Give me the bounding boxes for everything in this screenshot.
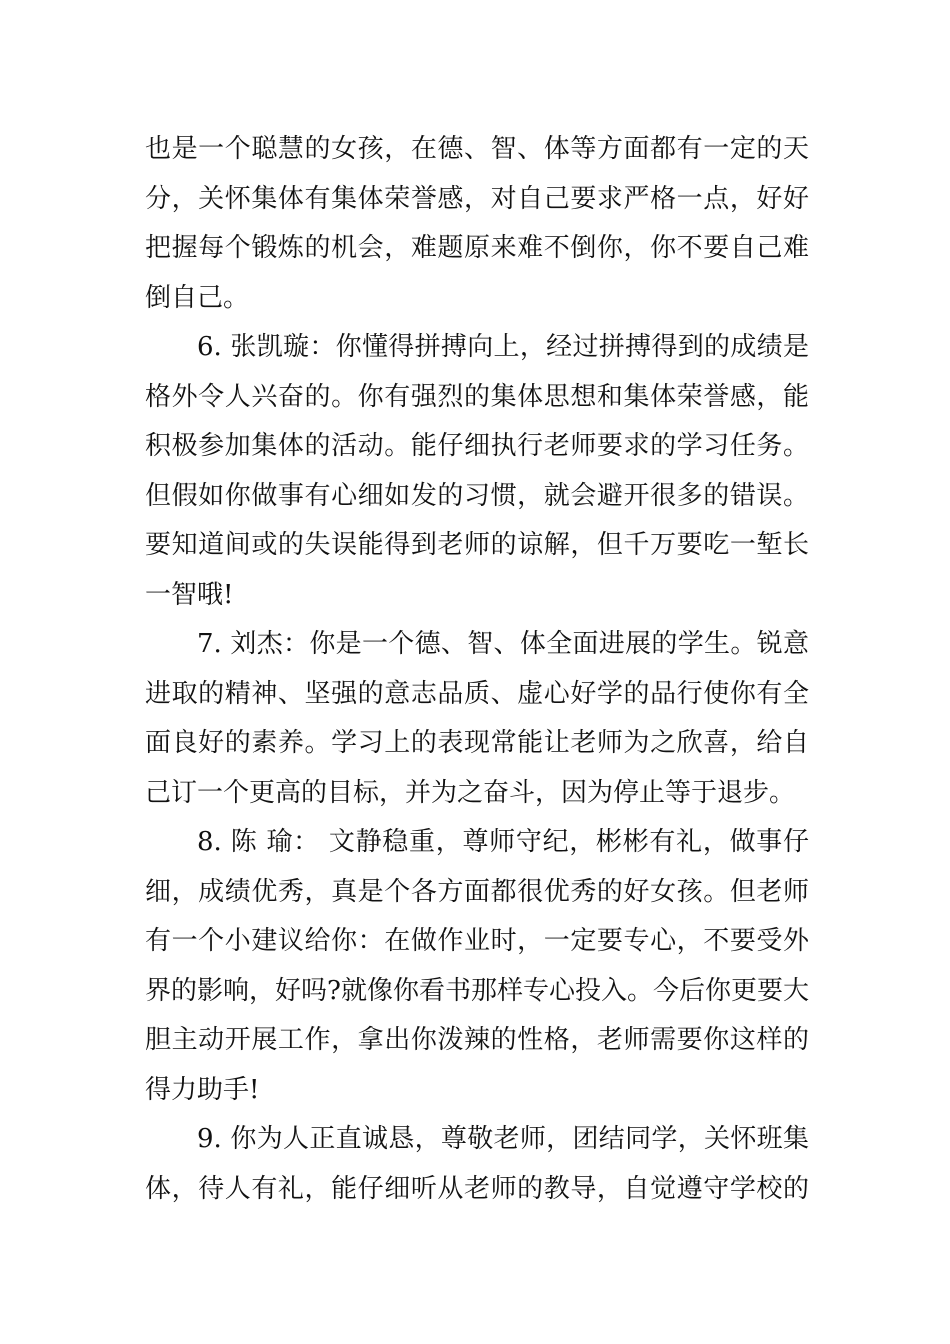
text-line: 也是一个聪慧的女孩，在德、智、体等方面都有一定的天 bbox=[145, 134, 809, 164]
text-line: 分，关怀集体有集体荣誉感，对自己要求严格一点，好好 bbox=[145, 183, 809, 214]
text-line: 格外令人兴奋的。你有强烈的集体思想和集体荣誉感，能 bbox=[145, 381, 809, 412]
text-line: 得力助手! bbox=[145, 1074, 260, 1105]
text-line: 己订一个更高的目标，并为之奋斗，因为停止等于退步。 bbox=[145, 777, 796, 808]
text-line: 但假如你做事有心细如发的习惯，就会避开很多的错误。 bbox=[145, 480, 809, 511]
text-line: 细，成绩优秀，真是个各方面都很优秀的好女孩。但老师 bbox=[145, 876, 809, 907]
text-line: 要知道间或的失误能得到老师的谅解，但千万要吃一堑长 bbox=[145, 530, 809, 560]
text-line: 胆主动开展工作，拿出你泼辣的性格，老师需要你这样的 bbox=[145, 1025, 809, 1055]
text-line: 有一个小建议给你：在做作业时，一定要专心，不要受外 bbox=[145, 926, 809, 956]
text-line: 进取的精神、坚强的意志品质、虚心好学的品行使你有全 bbox=[145, 678, 809, 709]
paragraph-item-6 bbox=[145, 323, 809, 620]
text-line: 体，待人有礼，能仔细听从老师的教导，自觉遵守学校的 bbox=[145, 1173, 809, 1204]
text-line: 倒自己。 bbox=[145, 282, 250, 313]
text-line: 界的影响，好吗?就像你看书那样专心投入。今后你更要大 bbox=[145, 975, 809, 1006]
text-line: 积极参加集体的活动。能仔细执行老师要求的学习任务。 bbox=[145, 431, 809, 461]
paragraph-continuation bbox=[145, 125, 809, 323]
text-line: 面良好的素养。学习上的表现常能让老师为之欣喜，给自 bbox=[145, 728, 809, 758]
paragraph-item-9 bbox=[145, 1115, 809, 1214]
text-line: 7. 刘杰：你是一个德、智、体全面进展的学生。锐意 bbox=[197, 629, 809, 659]
document-body bbox=[145, 125, 809, 1214]
text-line: 把握每个锻炼的机会，难题原来难不倒你，你不要自己难 bbox=[145, 233, 809, 263]
paragraph-item-7 bbox=[145, 620, 809, 818]
text-line: 6. 张凯璇：你懂得拼搏向上，经过拼搏得到的成绩是 bbox=[197, 332, 809, 362]
text-line: 9. 你为人正直诚恳，尊敬老师，团结同学，关怀班集 bbox=[197, 1124, 809, 1154]
text-line: 一智哦! bbox=[145, 579, 234, 610]
text-line: 8. 陈 瑜： 文静稳重，尊师守纪，彬彬有礼，做事仔 bbox=[197, 827, 809, 857]
paragraph-item-8 bbox=[145, 818, 809, 1115]
